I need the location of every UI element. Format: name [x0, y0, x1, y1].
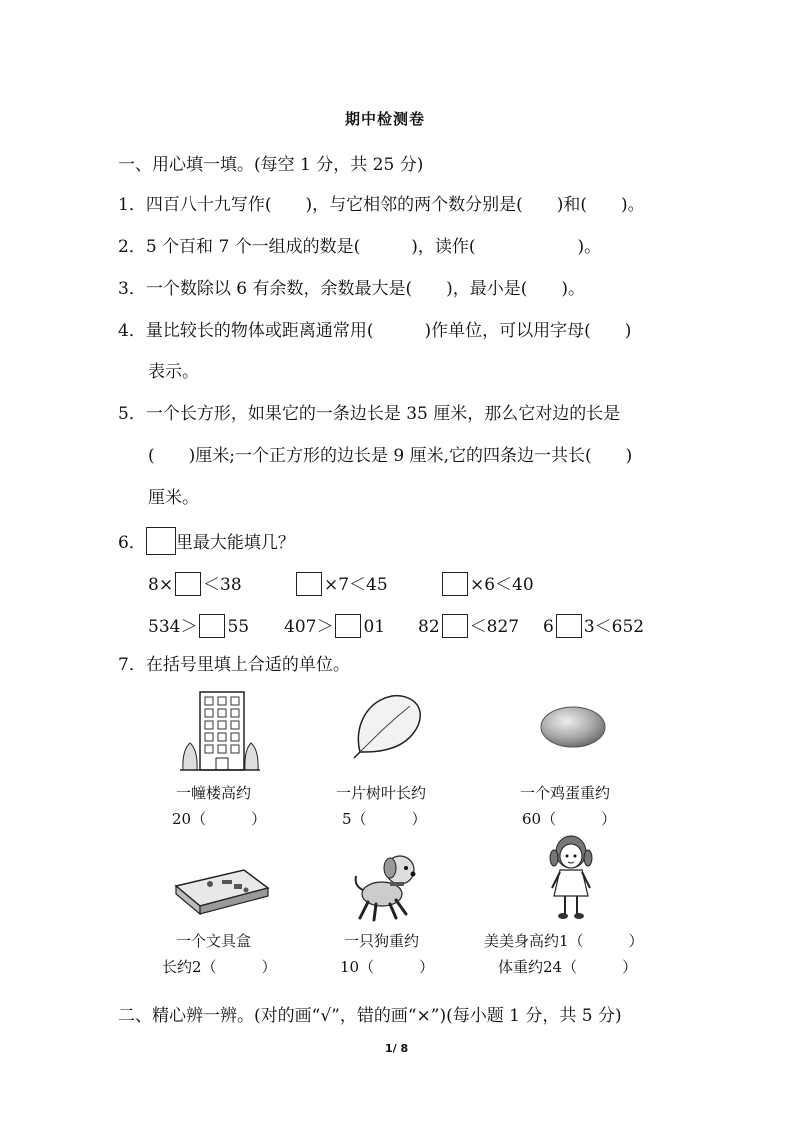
girl-icon: [546, 834, 596, 922]
q6-expression-2: [294, 570, 388, 596]
page-title: 期中检测卷: [345, 110, 426, 128]
answer-box[interactable]: [442, 572, 468, 596]
question-4-line-2: 表示。: [148, 362, 199, 382]
answer-box[interactable]: [335, 614, 361, 638]
answer-box[interactable]: [175, 572, 201, 596]
answer-box[interactable]: [556, 614, 582, 638]
building-icon: [180, 688, 260, 772]
question-6: [118, 527, 295, 555]
q6-expression-3: [440, 570, 534, 596]
egg-icon: [538, 703, 608, 751]
expression-text: ×7＜45: [324, 575, 388, 595]
leaf-icon: [352, 690, 426, 760]
answer-box[interactable]: [199, 614, 225, 638]
expression-text: ＜827: [469, 617, 520, 637]
item-answer: 5（ ）: [342, 810, 427, 828]
q6-expression-7: [543, 612, 644, 638]
answer-box[interactable]: [146, 527, 176, 555]
question-5-line-2: ( )厘米;一个正方形的边长是 9 厘米,它的四条边一共长( ): [148, 446, 633, 466]
question-5-line-3: 厘米。: [148, 488, 199, 508]
expression-text: ×6＜40: [470, 575, 534, 595]
page-number: 1/ 8: [385, 1042, 409, 1055]
expression-text: ＜38: [203, 575, 242, 595]
section-2-header: 二、精心辨一辨。(对的画“√”，错的画“×”)(每小题 1 分，共 5 分): [118, 1006, 622, 1026]
question-4-line-1: 4．量比较长的物体或距离通常用( )作单位，可以用字母( ): [118, 321, 632, 341]
q6-expression-5: [284, 612, 385, 638]
q6-expression-1: [148, 570, 242, 596]
question-7: 7．在括号里填上合适的单位。: [118, 655, 350, 675]
item-answer: 体重约24（ ）: [498, 958, 638, 976]
expression-text: 55: [227, 617, 250, 637]
item-answer: 10（ ）: [340, 958, 435, 976]
question-3: 3．一个数除以 6 有余数，余数最大是( )，最小是( )。: [118, 279, 585, 299]
expression-text: 534＞: [148, 617, 198, 637]
section-1-header: 一、用心填一填。(每空 1 分，共 25 分): [118, 155, 424, 175]
item-answer: 长约2（ ）: [162, 958, 277, 976]
question-1: 1．四百八十九写作( )，与它相邻的两个数分别是( )和( )。: [118, 195, 645, 215]
item-caption: 一个文具盒: [176, 932, 252, 950]
expression-text: 82: [418, 617, 440, 637]
item-caption: 一片树叶长约: [336, 784, 427, 802]
item-answer: 20（ ）: [172, 810, 267, 828]
question-6-prompt: 里最大能填几？: [175, 533, 295, 553]
expression-text: 407＞: [284, 617, 334, 637]
item-caption: 一只狗重约: [344, 932, 420, 950]
q6-expression-6: [418, 612, 519, 638]
question-6-number: 6．: [118, 533, 146, 553]
pencil-case-icon: [174, 866, 270, 916]
dog-icon: [350, 850, 420, 922]
expression-text: 8×: [148, 575, 174, 595]
expression-text: 6: [543, 617, 554, 637]
expression-text: 01: [363, 617, 386, 637]
q6-expression-4: [148, 612, 249, 638]
item-caption: 一个鸡蛋重约: [520, 784, 611, 802]
answer-box[interactable]: [296, 572, 322, 596]
expression-text: 3＜652: [583, 617, 645, 637]
item-caption: 美美身高约1（ ）: [484, 932, 644, 950]
question-5-line-1: 5．一个长方形，如果它的一条边长是 35 厘米，那么它对边的长是: [118, 404, 621, 424]
answer-box[interactable]: [442, 614, 468, 638]
item-answer: 60（ ）: [522, 810, 617, 828]
question-2: 2．5 个百和 7 个一组成的数是( )，读作( )。: [118, 237, 602, 257]
item-caption: 一幢楼高约: [176, 784, 252, 802]
